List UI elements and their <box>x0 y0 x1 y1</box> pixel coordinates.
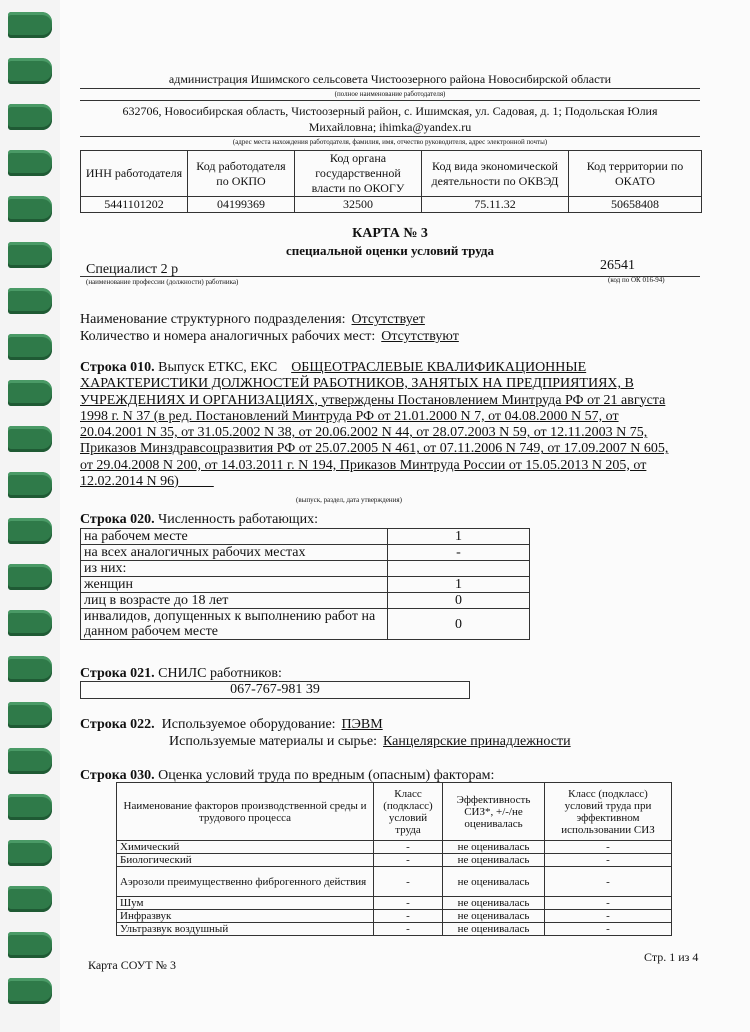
codes-header-cell: Код вида экономической деятельности по ОКВЭД <box>422 151 569 197</box>
codes-value-cell: 32500 <box>295 197 422 213</box>
factor-efficiency: не оценивалась <box>443 923 545 936</box>
row-022-equipment <box>80 717 389 733</box>
factors-header: Класс (подкласс) условий труда <box>374 783 443 841</box>
binding-ring <box>8 932 52 958</box>
codes-value-cell: 50658408 <box>569 197 702 213</box>
headcount-name: на всех аналогичных рабочих местах <box>81 545 388 561</box>
row-022-label: Строка 022. <box>80 717 155 732</box>
table-row <box>117 854 672 867</box>
row-020-title <box>80 512 318 528</box>
binding-ring <box>8 886 52 912</box>
org-name: администрация Ишимского сельсовета Чистоозерного района Новосибирской области <box>168 72 612 86</box>
binding-ring <box>8 150 52 176</box>
factors-header-row <box>117 783 672 841</box>
row-020-label: Строка 020. <box>80 512 155 527</box>
unit-line <box>80 312 431 328</box>
factors-header: Класс (подкласс) условий труда при эффективном использовании СИЗ <box>545 783 672 841</box>
binding-ring <box>8 472 52 498</box>
factor-name: Инфразвук <box>117 910 374 923</box>
headcount-value <box>388 561 530 577</box>
row-010-line: 20.04.2001 N 35, от 31.05.2002 N 38, от 20.06.2002 N 44, от 28.07.2003 N 59, от 12.11.2003 N 75, <box>80 425 648 441</box>
unit-count-line <box>80 329 465 345</box>
factor-class: - <box>374 841 443 854</box>
ok-code: 26541 <box>600 258 635 273</box>
row-010 <box>80 360 668 490</box>
factor-class-siz: - <box>545 897 672 910</box>
factor-class-siz: - <box>545 867 672 897</box>
spiral-binding <box>0 0 60 1032</box>
table-row <box>117 867 672 897</box>
row-030-text: Оценка условий труда по вредным (опасным) факторам: <box>158 768 495 783</box>
binding-ring <box>8 12 52 38</box>
headcount-value: - <box>388 545 530 561</box>
row-010-label: Строка 010. <box>80 360 155 375</box>
factor-class-siz: - <box>545 841 672 854</box>
factor-name: Аэрозоли преимущественно фиброгенного действия <box>117 867 374 897</box>
card-subtitle: специальной оценки условий труда <box>286 243 494 258</box>
binding-ring <box>8 702 52 728</box>
headcount-name: на рабочем месте <box>81 529 388 545</box>
employer-codes-table <box>80 150 702 213</box>
binding-ring <box>8 196 52 222</box>
binding-ring <box>8 840 52 866</box>
codes-header-cell: Код работодателя по ОКПО <box>188 151 295 197</box>
binding-ring <box>8 794 52 820</box>
table-row <box>117 897 672 910</box>
row-021-title <box>80 666 282 682</box>
ok-caption: (код по ОК 016-94) <box>608 276 665 284</box>
headcount-value: 1 <box>388 529 530 545</box>
headcount-name: лиц в возрасте до 18 лет <box>81 593 388 609</box>
codes-header-cell: Код территории по ОКАТО <box>569 151 702 197</box>
table-row <box>81 609 530 640</box>
row-030-label: Строка 030. <box>80 768 155 783</box>
binding-ring <box>8 242 52 268</box>
row-010-line: 1998 г. N 37 (в ред. Постановлений Минтруда РФ от 21.01.2000 N 7, от 04.08.2000 N 57, от <box>80 408 619 424</box>
binding-ring <box>8 656 52 682</box>
card-title: КАРТА № 3 <box>352 226 428 241</box>
binding-ring <box>8 426 52 452</box>
row-010-caption: (выпуск, раздел, дата утверждения) <box>296 496 402 504</box>
row-010-line: от 29.04.2008 N 200, от 14.03.2011 г. N 194, Приказов Минтруда России от 15.05.2013 N 205, от <box>80 457 647 473</box>
row-010-prefix: Выпуск ЕТКС, ЕКС <box>158 360 278 375</box>
row-010-line: Приказов Минздравсоцразвития РФ от 25.07.2005 N 461, от 07.11.2006 N 749, от 17.09.2007 N 605, <box>80 441 669 457</box>
equipment-value: ПЭВМ <box>341 717 383 732</box>
row-022-materials <box>169 734 577 750</box>
headcount-name: женщин <box>81 577 388 593</box>
table-row <box>81 593 530 609</box>
binding-ring <box>8 104 52 130</box>
row-021-label: Строка 021. <box>80 666 155 681</box>
binding-ring <box>8 380 52 406</box>
unit-count-label: Количество и номера аналогичных рабочих мест: <box>80 329 376 344</box>
equipment-label: Используемое оборудование: <box>161 717 336 732</box>
headcount-table <box>80 528 530 640</box>
factor-class-siz: - <box>545 854 672 867</box>
factor-name: Биологический <box>117 854 374 867</box>
codes-header-cell: Код органа государственной власти по ОКОГУ <box>295 151 422 197</box>
binding-ring <box>8 748 52 774</box>
snils-table <box>80 681 470 699</box>
headcount-value: 1 <box>388 577 530 593</box>
address-line-1: 632706, Новосибирская область, Чистоозерный район, с. Ишимская, ул. Садовая, д. 1; Подольская Юлия <box>122 104 658 118</box>
table-row <box>81 529 530 545</box>
binding-ring <box>8 58 52 84</box>
factor-class: - <box>374 910 443 923</box>
table-row <box>117 923 672 936</box>
factor-class: - <box>374 897 443 910</box>
headcount-value: 0 <box>388 593 530 609</box>
factor-class-siz: - <box>545 910 672 923</box>
table-row <box>81 577 530 593</box>
address-line-2: Михайловна; ihimka@yandex.ru <box>308 120 472 134</box>
binding-ring <box>8 610 52 636</box>
row-010-line: УЧРЕЖДЕНИЯХ И ОРГАНИЗАЦИЯХ, утверждены Постановлением Минтруда РФ от 21 августа <box>80 392 666 408</box>
row-020-text: Численность работающих: <box>158 512 318 527</box>
factors-header: Эффективность СИЗ*, +/-/не оценивалась <box>443 783 545 841</box>
factor-efficiency: не оценивалась <box>443 854 545 867</box>
binding-ring <box>8 288 52 314</box>
footer-page-number: Стр. 1 из 4 <box>644 950 699 964</box>
factors-table <box>116 782 672 936</box>
unit-value: Отсутствует <box>351 312 425 327</box>
table-row <box>117 910 672 923</box>
row-010-line: 12.02.2014 N 96) <box>80 474 179 490</box>
codes-header-cell: ИНН работодателя <box>81 151 188 197</box>
profession-caption: (наименование профессии (должности) работника) <box>86 278 239 286</box>
profession: Специалист 2 р <box>86 262 179 277</box>
codes-value-cell: 75.11.32 <box>422 197 569 213</box>
org-caption: (полное наименование работодателя) <box>334 90 446 98</box>
factor-name: Ультразвук воздушный <box>117 923 374 936</box>
factor-name: Шум <box>117 897 374 910</box>
factor-efficiency: не оценивалась <box>443 841 545 854</box>
unit-count-value: Отсутствуют <box>381 329 459 344</box>
table-row <box>117 841 672 854</box>
headcount-name: инвалидов, допущенных к выполнению работ на данном рабочем месте <box>81 609 388 640</box>
factor-class: - <box>374 854 443 867</box>
factor-class-siz: - <box>545 923 672 936</box>
headcount-name: из них: <box>81 561 388 577</box>
unit-label: Наименование структурного подразделения: <box>80 312 346 327</box>
snils-value: 067-767-981 39 <box>81 682 470 699</box>
binding-ring <box>8 518 52 544</box>
table-row <box>81 545 530 561</box>
binding-ring <box>8 564 52 590</box>
table-row <box>81 561 530 577</box>
binding-ring <box>8 334 52 360</box>
footer-card-label: Карта СОУТ № 3 <box>88 958 177 972</box>
row-021-text: СНИЛС работников: <box>158 666 282 681</box>
materials-label: Используемые материалы и сырье: <box>169 734 378 749</box>
codes-value-cell: 5441101202 <box>81 197 188 213</box>
factor-efficiency: не оценивалась <box>443 897 545 910</box>
factor-efficiency: не оценивалась <box>443 867 545 897</box>
factor-efficiency: не оценивалась <box>443 910 545 923</box>
materials-value: Канцелярские принадлежности <box>383 734 571 749</box>
factor-class: - <box>374 867 443 897</box>
factor-class: - <box>374 923 443 936</box>
factors-header: Наименование факторов производственной среды и трудового процесса <box>117 783 374 841</box>
address-caption: (адрес места нахождения работодателя, фамилия, имя, отчество руководителя, адрес электронной почты) <box>232 138 548 146</box>
row-010-line: ХАРАКТЕРИСТИКИ ДОЛЖНОСТЕЙ РАБОТНИКОВ, ЗАНЯТЫХ НА ПРЕДПРИЯТИЯХ, В <box>80 376 634 392</box>
codes-value-cell: 04199369 <box>188 197 295 213</box>
factor-name: Химический <box>117 841 374 854</box>
row-010-line: ОБЩЕОТРАСЛЕВЫЕ КВАЛИФИКАЦИОННЫЕ <box>291 360 587 375</box>
headcount-value: 0 <box>388 609 530 640</box>
binding-ring <box>8 978 52 1004</box>
